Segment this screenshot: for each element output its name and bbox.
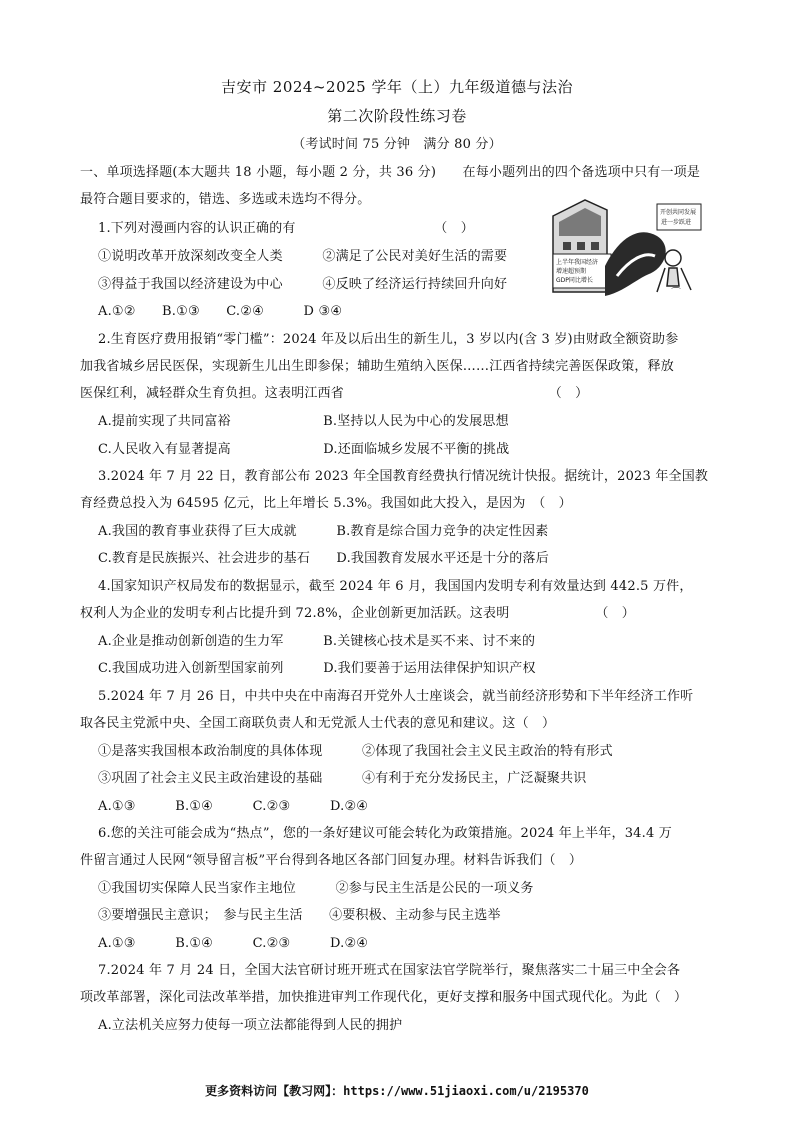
question-2-option-line: A.提前实现了共同富裕 B.坚持以人民为中心的发展思想: [98, 414, 509, 429]
question-5-option-line: ①是落实我国根本政治制度的具体体现 ②体现了我国社会主义民主政治的特有形式: [98, 744, 613, 759]
question-1-option-line: ③得益于我国以经济建设为中心 ④反映了经济运行持续回升向好: [98, 277, 508, 292]
question-1-answer-choices: A.①② B.①③ C.②④ D ③④: [98, 304, 343, 319]
question-4-option-line: A.企业是推动创新创造的生力军 B.关键核心技术是买不来、讨不来的: [98, 634, 536, 649]
question-3-stem-cont: 育经费总投入为 64595 亿元，比上年增长 5.3%。我国如此大投入，是因为 （ ）: [80, 496, 572, 511]
question-4-stem-cont: 权利人为企业的发明专利占比提升到 72.8%，企业创新更加活跃。这表明 （ ）: [80, 606, 635, 621]
question-2-stem-cont: 医保红利，减轻群众生育负担。这表明江西省 （ ）: [80, 386, 589, 401]
board-text-3: GDP同比增长: [556, 277, 593, 284]
footer-link[interactable]: 更多资料访问【教习网】：https://www.51jiaoxi.com/u/2195370: [205, 1084, 589, 1098]
question-6-stem: 6.您的关注可能会成为“热点”，您的一条好建议可能会转化为政策措施。2024 年上半年，34.4 万: [98, 826, 672, 841]
question-2-stem-cont: 加我省城乡居民医保，实现新生儿出生即参保；辅助生殖纳入医保……江西省持续完善医保政策，释放: [80, 359, 675, 374]
question-2-option-line: C.人民收入有显著提高 D.还面临城乡发展不平衡的挑战: [98, 442, 510, 457]
question-7-option-line: A.立法机关应努力使每一项立法都能得到人民的拥护: [98, 1018, 403, 1033]
board-text-1: 上半年我国经济: [556, 259, 599, 266]
svg-text:⌒: ⌒: [671, 288, 681, 299]
question-6-option-line: ①我国切实保障人民当家作主地位 ②参与民主生活是公民的一项义务: [98, 881, 534, 896]
question-1-option-line: ①说明改革开放深刻改变全人类 ②满足了公民对美好生活的需要: [98, 249, 508, 264]
question-5-answer-choices: A.①③ B.①④ C.②③ D.②④: [98, 799, 369, 814]
question-3-stem: 3.2024 年 7 月 22 日，教育部公布 2023 年全国教育经费执行情况统计快报。据统计，2023 年全国教: [98, 469, 709, 484]
board-text-2: 增速超预期: [556, 268, 587, 275]
question-6-answer-choices: A.①③ B.①④ C.②③ D.②④: [98, 936, 369, 951]
exam-info: （考试时间 75 分钟 满分 80 分）: [292, 137, 502, 152]
exam-subtitle: 第二次阶段性练习卷: [327, 107, 467, 125]
question-2-stem: 2.生育医疗费用报销“零门槛”：2024 年及以后出生的新生儿，3 岁以内(含 3 岁)由财政全额资助参: [98, 332, 679, 347]
section-heading-cont: 最符合题目要求的，错选、多选或未选均不得分。: [80, 192, 371, 207]
question-7-stem-cont: 项改革部署，深化司法改革举措，加快推进审判工作现代化，更好支撑和服务中国式现代化。为此（ ）: [80, 990, 688, 1005]
sign-text-2: 进一步跃进: [661, 219, 692, 226]
economy-cartoon-image: [545, 196, 705, 304]
question-3-option-line: A.我国的教育事业获得了巨大成就 B.教育是综合国力竞争的决定性因素: [98, 524, 549, 539]
sign-text-1: 开创共同发展: [660, 209, 697, 216]
question-4-stem: 4.国家知识产权局发布的数据显示，截至 2024 年 6 月，我国国内发明专利有效量达到 442.5 万件，: [98, 579, 693, 594]
question-6-stem-cont: 件留言通过人民网“领导留言板”平台得到各地区各部门回复办理。材料告诉我们（ ）: [80, 853, 583, 868]
section-heading: 一、单项选择题(本大题共 18 小题，每小题 2 分，共 36 分) 在每小题列出的四个备选项中只有一项是: [80, 165, 701, 180]
question-5-stem-cont: 取各民主党派中央、全国工商联负责人和无党派人士代表的意见和建议。这（ ）: [80, 716, 556, 731]
question-5-option-line: ③巩固了社会主义民主政治建设的基础 ④有利于充分发扬民主，广泛凝聚共识: [98, 771, 587, 786]
exam-title: 吉安市 2024~2025 学年（上）九年级道德与法治: [221, 78, 573, 96]
question-1-stem: 1.下列对漫画内容的认识正确的有 （ ）: [98, 221, 474, 236]
question-3-option-line: C.教育是民族振兴、社会进步的基石 D.我国教育发展水平还是十分的落后: [98, 551, 549, 566]
question-6-option-line: ③要增强民主意识； 参与民主生活 ④要积极、主动参与民主选举: [98, 908, 501, 923]
question-5-stem: 5.2024 年 7 月 26 日，中共中央在中南海召开党外人士座谈会，就当前经济形势和下半年经济工作听: [98, 689, 694, 704]
question-7-stem: 7.2024 年 7 月 24 日，全国大法官研讨班开班式在国家法官学院举行，聚焦落实二十届三中全会各: [98, 963, 681, 978]
question-4-option-line: C.我国成功进入创新型国家前列 D.我们要善于运用法律保护知识产权: [98, 661, 536, 676]
